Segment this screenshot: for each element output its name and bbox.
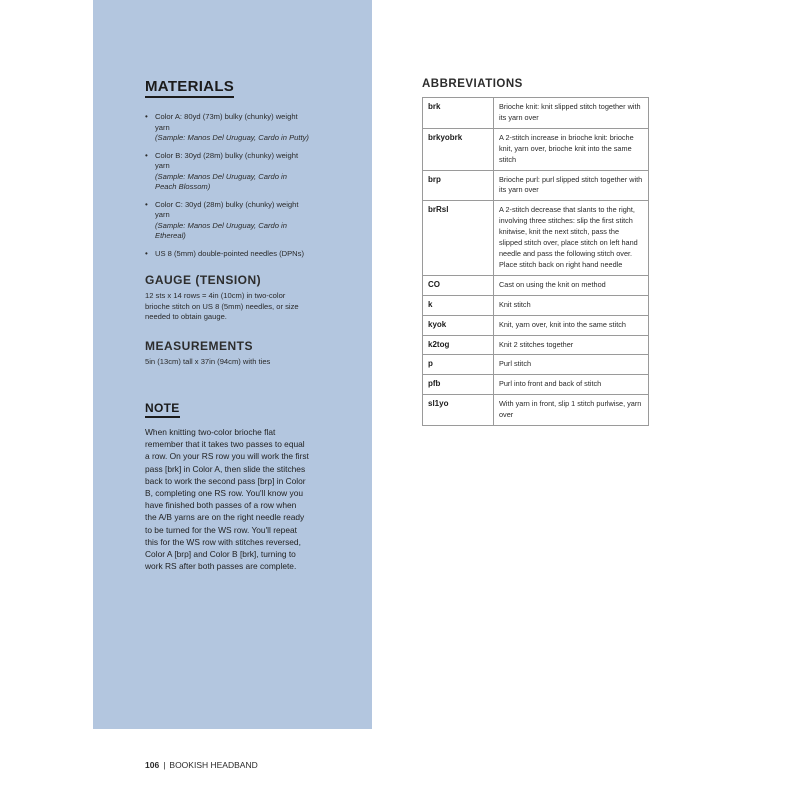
measurements-heading: MEASUREMENTS xyxy=(145,338,254,353)
table-row xyxy=(423,170,649,201)
table-row xyxy=(423,275,649,295)
abbr-definition: Cast on using the knit on method xyxy=(494,275,649,295)
abbr-definition: Brioche purl: purl slipped stitch together with its yarn over xyxy=(494,170,649,201)
gauge-heading: GAUGE (TENSION) xyxy=(145,273,262,287)
abbr-definition: A 2-stitch increase in brioche knit: brioche knit, yarn over, brioche knit into the same stitch xyxy=(494,128,649,170)
abbr-term: kyok xyxy=(423,315,494,335)
table-row xyxy=(423,128,649,170)
blue-sidebar-panel xyxy=(93,0,372,729)
materials-item-sample: (Sample: Manos Del Uruguay, Cardo in Peach Blossom) xyxy=(155,171,287,191)
note-section xyxy=(145,399,310,572)
measurements-text: 5in (13cm) tall x 37in (94cm) with ties xyxy=(145,356,271,366)
note-text: When knitting two-color brioche flat remember that it takes two passes to equal a row. On your RS row you will work the first pass [brk] in Color A, then slide the stitches back to work the second pass [brp] in Color B, completing one RS row. You'll know you have finished both passes of a row when the A/B yarns are on the right needle ready to be turned for the WS row. You'll repeat this for the WS row with stitches reversed, Color A [brp] and Color B [brk], turning to work RS after both passes are complete. xyxy=(145,427,309,572)
abbr-term: pfb xyxy=(423,375,494,395)
materials-item-sample: (Sample: Manos Del Uruguay, Cardo in Putty) xyxy=(155,133,309,142)
sidebar-content xyxy=(145,78,310,572)
materials-item-text: US 8 (5mm) double-pointed needles (DPNs) xyxy=(155,248,304,258)
materials-item-text: Color A: 80yd (73m) bulky (chunky) weight yarn xyxy=(155,112,298,132)
table-row xyxy=(423,201,649,275)
abbr-term: k2tog xyxy=(423,335,494,355)
materials-item-text: Color B: 30yd (28m) bulky (chunky) weight yarn xyxy=(155,150,299,170)
abbr-definition: A 2-stitch decrease that slants to the right, involving three stitches: slip the first stitch knitwise, knit the next stitch, pass the slipped stitch over, place stitch on left hand needle and pass the following stitch over. Place stitch back on right hand needle xyxy=(494,201,649,275)
abbr-term: p xyxy=(423,355,494,375)
abbr-definition: Purl stitch xyxy=(494,355,649,375)
table-row xyxy=(423,335,649,355)
abbr-term: k xyxy=(423,295,494,315)
materials-item xyxy=(145,249,310,260)
abbr-definition: With yarn in front, slip 1 stitch purlwise, yarn over xyxy=(494,395,649,426)
abbr-definition: Knit stitch xyxy=(494,295,649,315)
table-row xyxy=(423,98,649,129)
table-row xyxy=(423,395,649,426)
page-number: 106 xyxy=(145,760,160,770)
abbr-term: brp xyxy=(423,170,494,201)
abbreviations-heading: ABBREVIATIONS xyxy=(422,78,523,90)
gauge-text: 12 sts x 14 rows = 4in (10cm) in two-color brioche stitch on US 8 (5mm) needles, or size needed to obtain gauge. xyxy=(145,291,299,321)
abbr-term: brk xyxy=(423,98,494,129)
abbr-definition: Purl into front and back of stitch xyxy=(494,375,649,395)
abbr-term: CO xyxy=(423,275,494,295)
materials-heading: MATERIALS xyxy=(145,78,234,98)
abbr-term: brRsl xyxy=(423,201,494,275)
materials-list xyxy=(145,112,310,259)
materials-item xyxy=(145,200,310,242)
abbr-term: brkyobrk xyxy=(423,128,494,170)
table-row xyxy=(423,295,649,315)
abbr-definition: Brioche knit: knit slipped stitch together with its yarn over xyxy=(494,98,649,129)
footer-separator: | xyxy=(163,760,166,770)
materials-item-text: Color C: 30yd (28m) bulky (chunky) weight yarn xyxy=(155,199,299,219)
page-footer xyxy=(145,760,258,770)
abbr-term: sl1yo xyxy=(423,395,494,426)
note-heading: NOTE xyxy=(145,401,180,418)
abbreviations-table xyxy=(422,97,649,426)
abbr-definition: Knit, yarn over, knit into the same stitch xyxy=(494,315,649,335)
footer-section-title: BOOKISH HEADBAND xyxy=(169,760,258,770)
table-row xyxy=(423,375,649,395)
materials-item xyxy=(145,151,310,193)
materials-item xyxy=(145,112,310,144)
table-row xyxy=(423,355,649,375)
materials-item-sample: (Sample: Manos Del Uruguay, Cardo in Ethereal) xyxy=(155,220,287,240)
table-row xyxy=(423,315,649,335)
abbr-definition: Knit 2 stitches together xyxy=(494,335,649,355)
